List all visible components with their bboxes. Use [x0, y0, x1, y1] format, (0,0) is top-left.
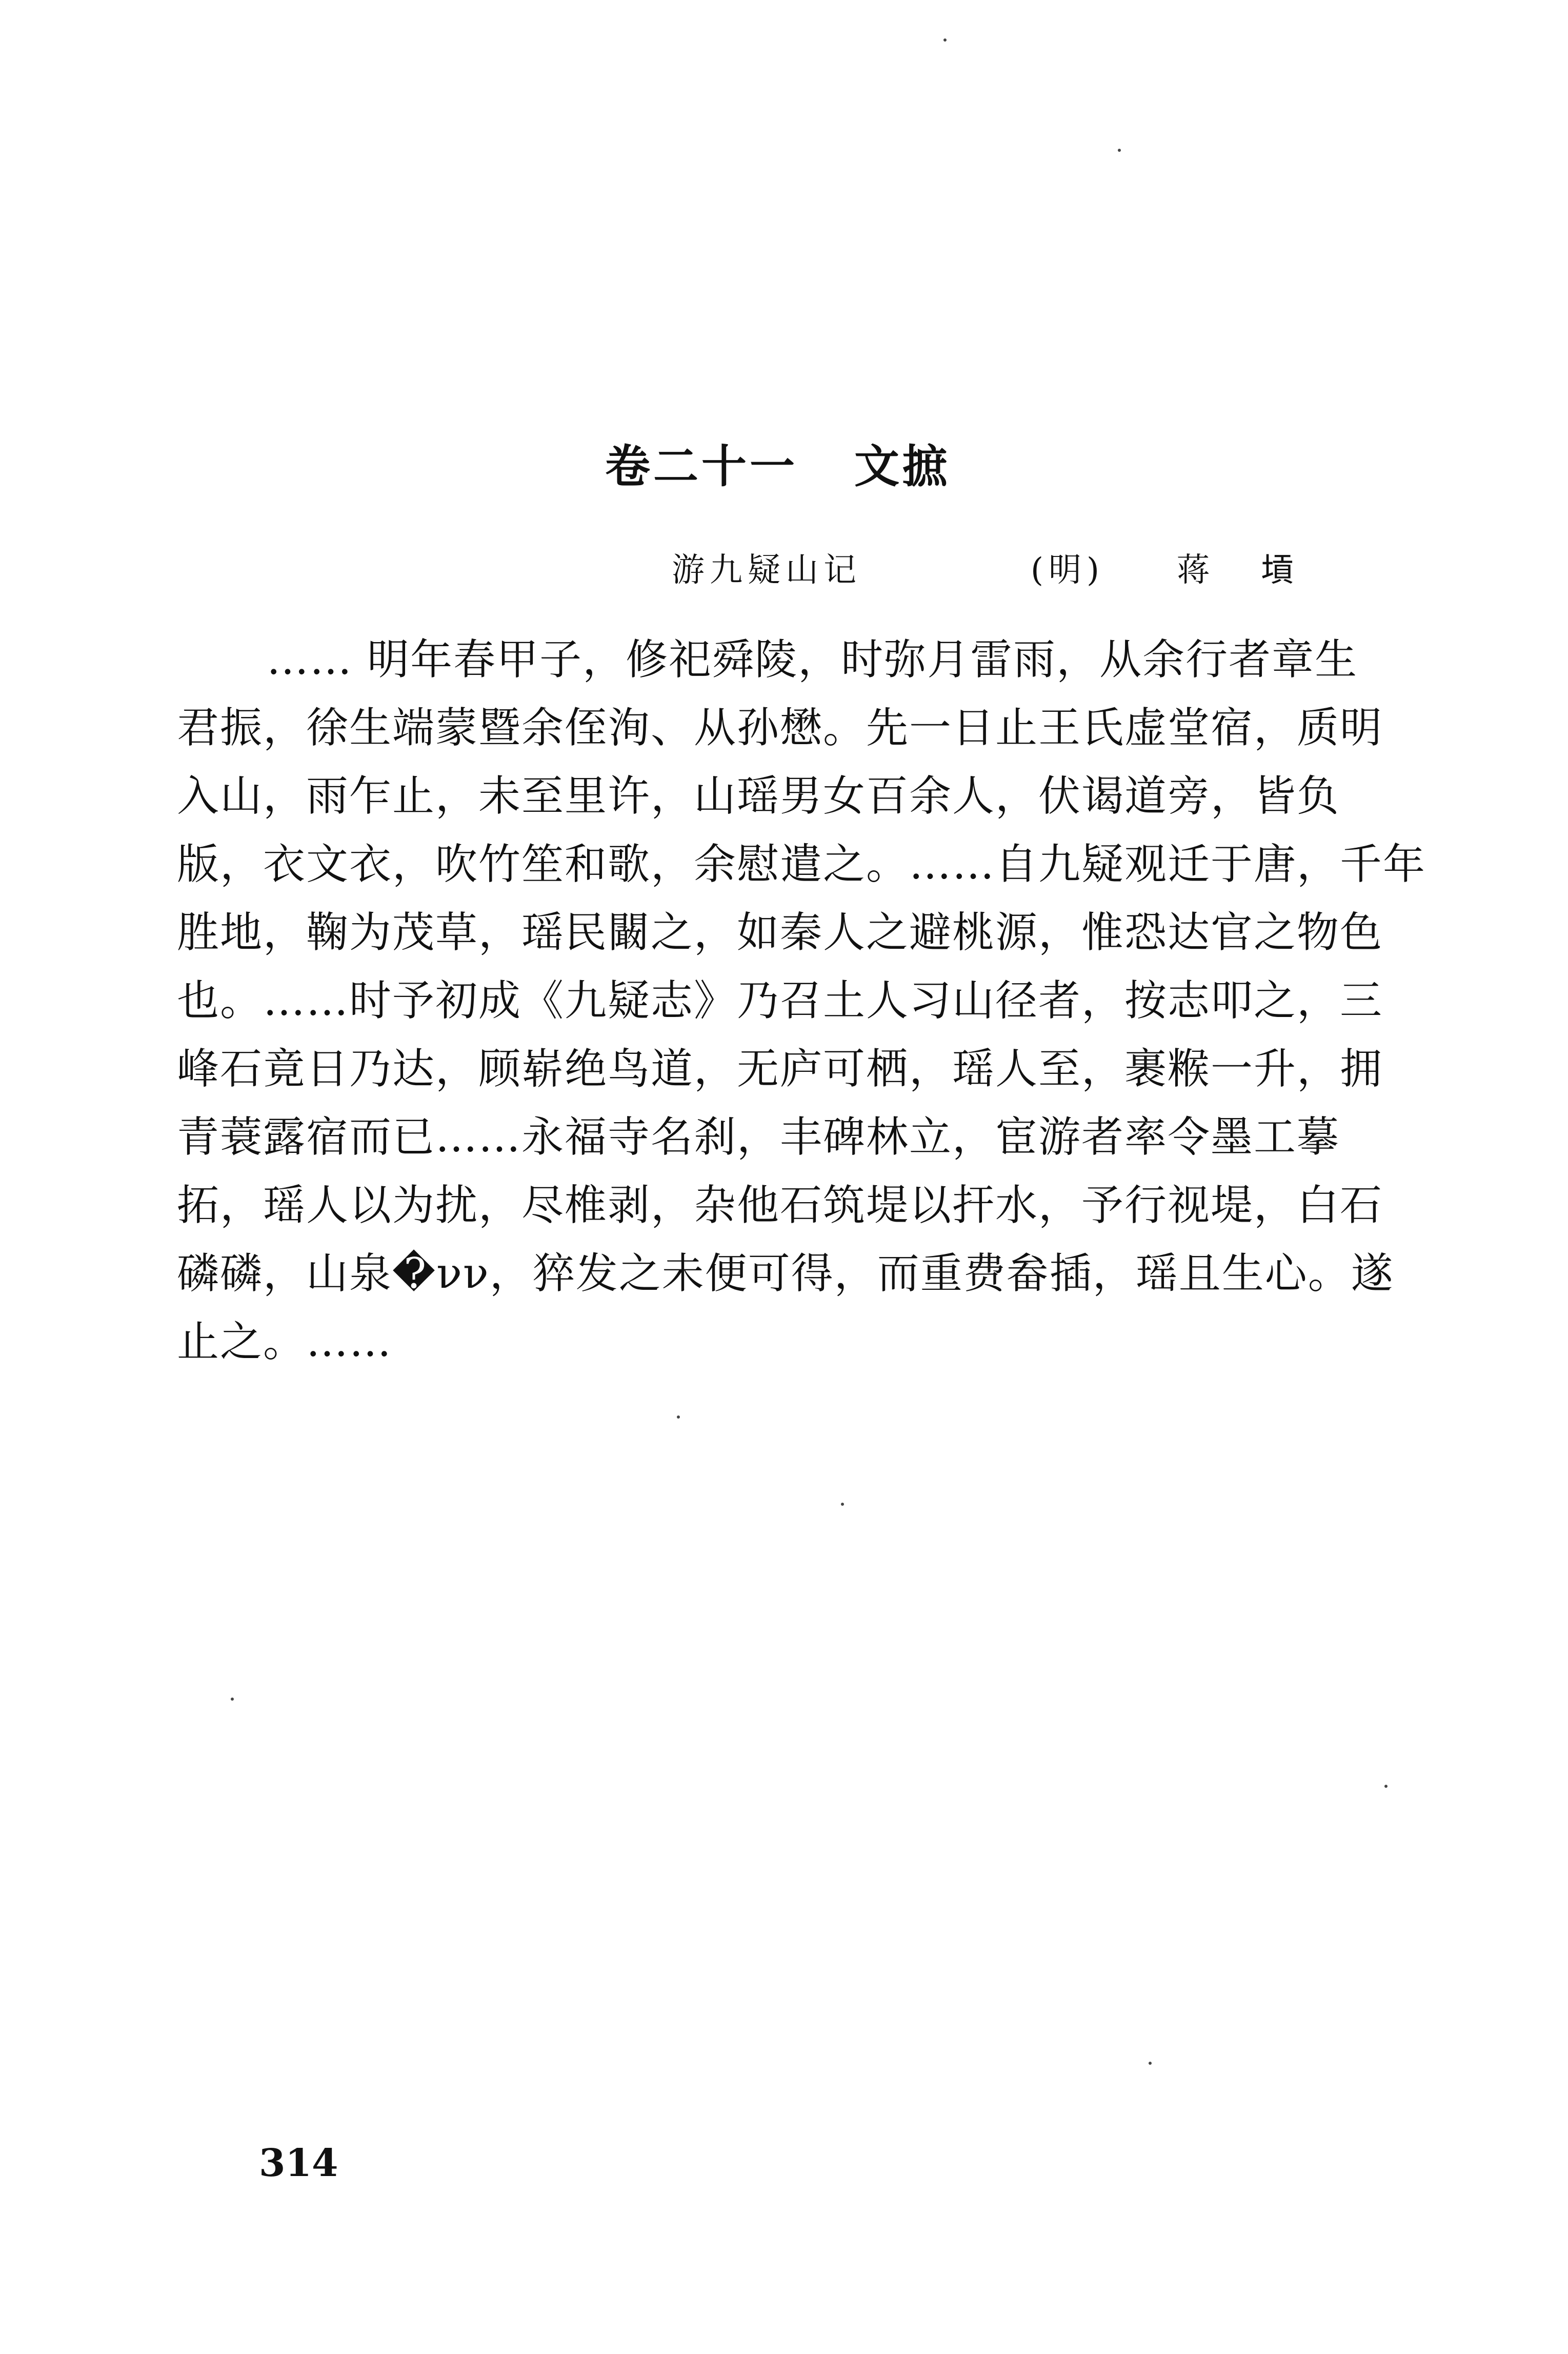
scan-speck — [943, 38, 947, 42]
chapter-section: 文摭 — [854, 440, 951, 493]
text-line: 止之。…… — [177, 1318, 393, 1366]
essay-body — [177, 626, 1426, 1376]
scan-speck — [1149, 2062, 1152, 2065]
text-line: 入山，雨乍止，未至里许，山瑶男女百余人，伏谒道旁，皆负 — [177, 772, 1340, 821]
scan-speck — [677, 1415, 680, 1419]
scan-speck — [841, 1503, 844, 1506]
scan-speck — [1384, 1785, 1388, 1788]
text-line: 胜地，鞠为茂草，瑶民闞之，如秦人之避桃源，惟恐达官之物色 — [177, 908, 1383, 957]
text-line: 拓，瑶人以为扰，尽椎剥，杂他石筑堤以扞水，予行视堤，白石 — [177, 1181, 1383, 1230]
essay-dynasty: (明) — [1031, 551, 1104, 589]
text-line: 磷磷，山泉�νν，猝发之未便可得，而重费畚插，瑶且生心。遂 — [177, 1249, 1394, 1298]
essay-heading — [672, 544, 1390, 600]
scan-speck — [1118, 149, 1121, 152]
text-line: …… 明年春甲子，修祀舜陵，时弥月雷雨，从余行者章生 — [267, 635, 1358, 684]
text-line: 也。……时予初成《九疑志》乃召土人习山径者，按志叩之，三 — [177, 976, 1383, 1025]
text-line: 青蓑露宿而已……永福寺名刹，丰碑林立，宦游者率令墨工摹 — [177, 1113, 1340, 1162]
essay-title: 游九疑山记 — [672, 551, 861, 589]
chapter-volume: 卷二十一 — [605, 440, 798, 493]
text-line: 君振，徐生端蒙暨余侄洵、从孙懋。先一日止王氏虚堂宿，质明 — [177, 704, 1383, 752]
scan-speck — [231, 1698, 234, 1701]
text-line: 版，衣文衣，吹竹笙和歌，余慰遣之。……自九疑观迁于唐，千年 — [177, 840, 1426, 889]
essay-author: 蒋 𡎴 — [1177, 551, 1315, 589]
text-line: 峰石竟日乃达，顾崭绝鸟道，无庐可栖，瑶人至，裹糇一升，拥 — [177, 1045, 1383, 1093]
page-number: 314 — [259, 2141, 338, 2185]
chapter-title — [605, 431, 964, 495]
